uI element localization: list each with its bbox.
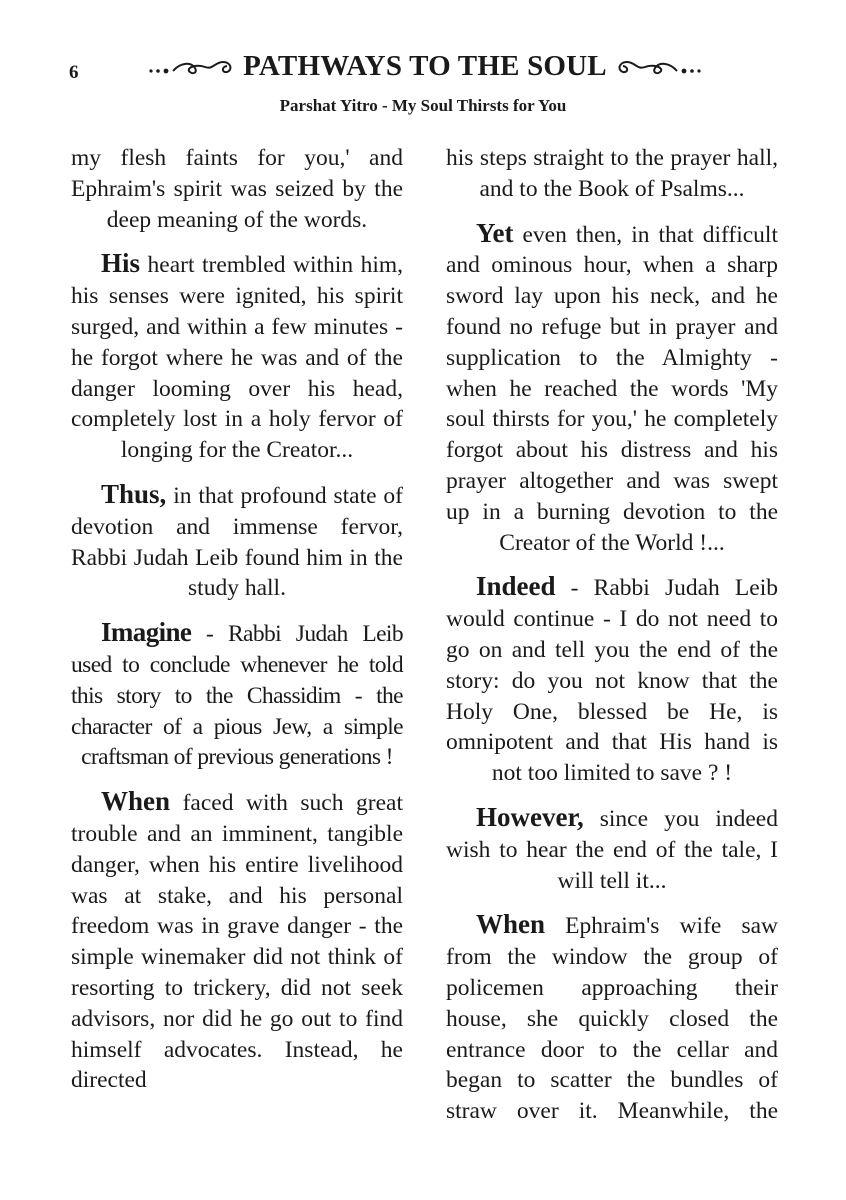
paragraph [71, 786, 403, 1096]
paragraph [446, 143, 778, 205]
left-column [71, 143, 403, 1096]
paragraph [446, 571, 778, 789]
paragraph-text: since you indeed wish to hear the end of the tale, I will tell it... [446, 805, 778, 894]
right-flourish-icon [613, 58, 705, 76]
paragraph-lead-word: Yet [476, 217, 514, 248]
paragraph-text: Ephraim's wife saw from the window the group of policemen approaching their house, she quickly closed the entrance door to the cellar and began to scatter the bundles of straw over it. Meanwhile, the [446, 913, 778, 1125]
paragraph-lead-word: Indeed [476, 571, 556, 602]
paragraph-text: his steps straight to the prayer hall, and to the Book of Psalms... [446, 145, 778, 202]
book-title: PATHWAYS TO THE SOUL [243, 50, 607, 82]
paragraph-text: heart trembled within him, his senses were ignited, his spirit surged, and within a few minutes - he forgot where he was and of the danger looming over his head, completely lost in a holy fervor of longing for the Creator... [71, 252, 403, 464]
paragraph-lead-word: His [101, 248, 141, 279]
page-number: 6 [69, 62, 79, 83]
paragraph [446, 909, 778, 1127]
paragraph-lead-word: When [476, 909, 546, 940]
paragraph [71, 617, 403, 773]
paragraph-text: - Rabbi Judah Leib would continue - I do not need to go on and tell you the end of the story: do you not know that the Holy One, blessed be He, is omnipotent and that His hand is not too limited to save ? ! [446, 575, 778, 787]
paragraph [446, 802, 778, 896]
paragraph-text: faced with such great trouble and an imminent, tangible danger, when his entire livelihood was at stake, and his personal freedom was in grave danger - the simple winemaker did not think of resorting to trickery, did not seek advisors, nor did he go out to find himself advocates. Instead, he directed [71, 790, 403, 1094]
paragraph [446, 218, 778, 559]
right-column [446, 143, 778, 1127]
paragraph-lead-word: Thus, [101, 478, 167, 509]
paragraph-text: my flesh faints for you,' and Ephraim's spirit was seized by the deep meaning of the words. [71, 145, 403, 233]
paragraph [71, 479, 403, 604]
paragraph [71, 248, 403, 466]
paragraph-lead-word: However, [476, 801, 584, 832]
running-header [130, 50, 720, 83]
paragraph-text: - Rabbi Judah Leib used to conclude whenever he told this story to the Chassidim - the character of a pious Jew, a simple craftsman of previous generations ! [71, 621, 403, 771]
left-flourish-icon [145, 58, 237, 76]
paragraph-text: in that profound state of devotion and immense fervor, Rabbi Judah Leib found him in the study hall. [71, 482, 403, 602]
paragraph-lead-word: When [101, 786, 171, 817]
paragraph-text: even then, in that difficult and ominous hour, when a sharp sword lay upon his neck, and he found no refuge but in prayer and supplication to the Almighty - when he reached the words 'My soul thirsts for you,' he completely forgot about his distress and his prayer altogether and was swept up in a burning devotion to the Creator of the World !... [446, 221, 778, 556]
chapter-subtitle: Parshat Yitro - My Soul Thirsts for You [279, 96, 567, 115]
paragraph-lead-word: Imagine [101, 617, 192, 648]
paragraph [71, 143, 403, 235]
